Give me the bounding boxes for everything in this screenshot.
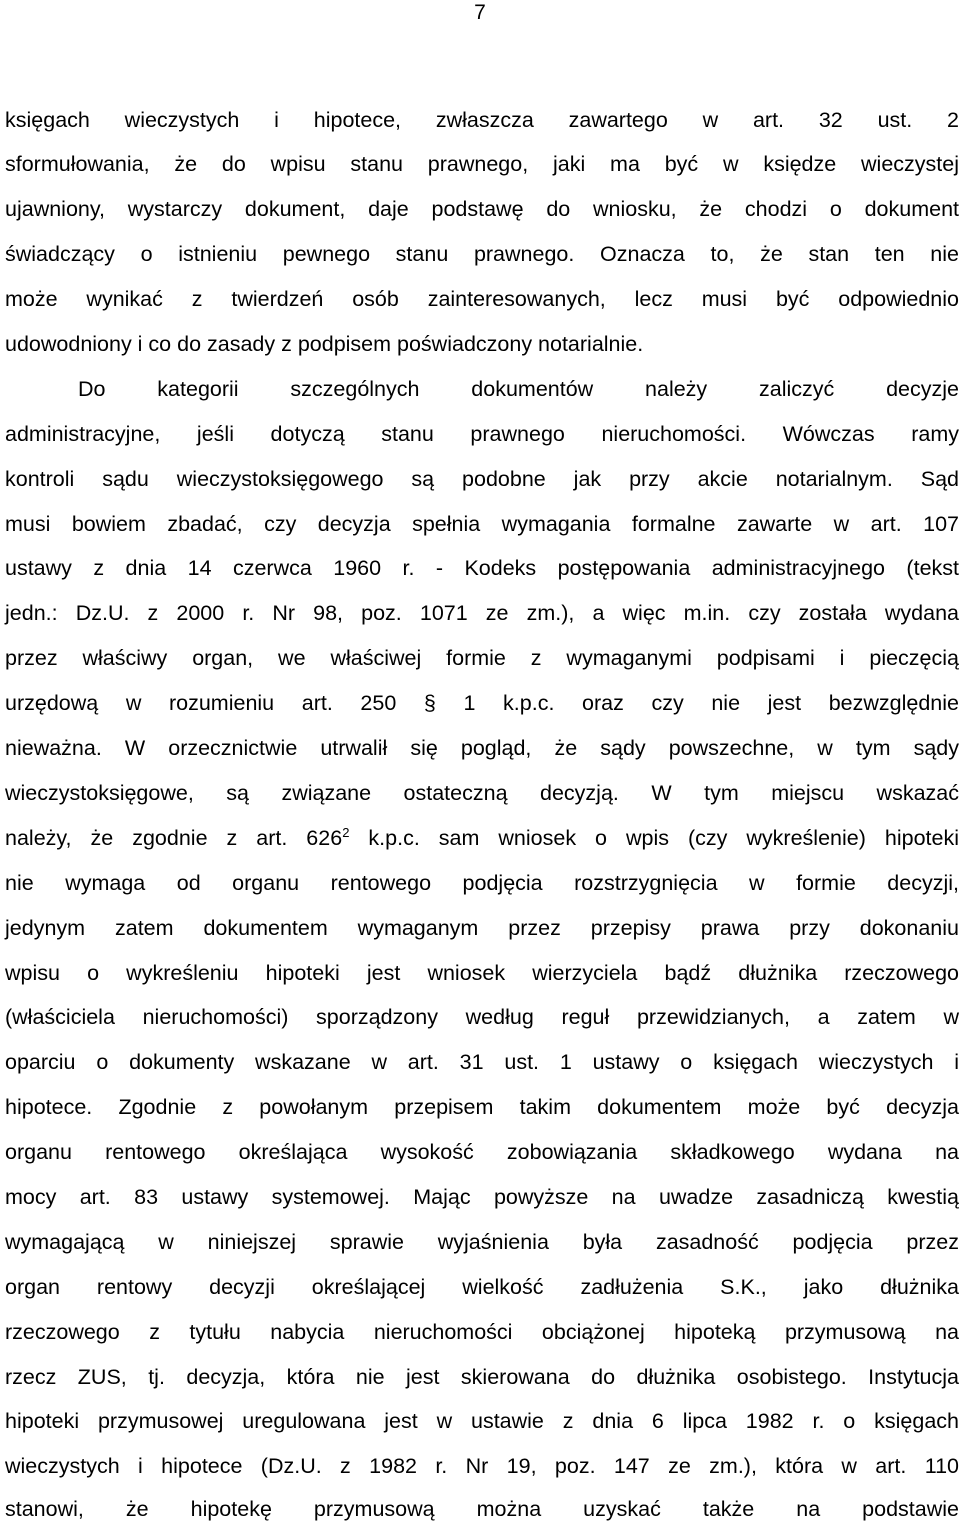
text-line: hipotece. Zgodnie z powołanym przepisem takim dokumentem może być decyzja (5, 1095, 959, 1119)
text-line: wieczystych i hipotece (Dz.U. z 1982 r. Nr 19, poz. 147 ze zm.), która w art. 110 (5, 1454, 959, 1478)
text-line: przez właściwy organ, we właściwej formie z wymaganymi podpisami i pieczęcią (5, 646, 959, 670)
text-line: udowodniony i co do zasady z podpisem poświadczony notarialnie. (5, 332, 644, 356)
text-line: hipoteki przymusowej uregulowana jest w ustawie z dnia 6 lipca 1982 r. o księgach (5, 1409, 959, 1433)
page-number: 7 (474, 1, 486, 24)
superscript: 2 (342, 824, 350, 840)
text-line: rzecz ZUS, tj. decyzja, która nie jest skierowana do dłużnika osobistego. Instytucja (5, 1365, 959, 1389)
text-line: jedynym zatem dokumentem wymaganym przez przepisy prawa przy dokonaniu (5, 916, 959, 940)
text-line: oparciu o dokumenty wskazane w art. 31 ust. 1 ustawy o księgach wieczystych i (5, 1050, 959, 1074)
text-line: może wynikać z twierdzeń osób zainteresowanych, lecz musi być odpowiednio (5, 287, 959, 311)
text-line (5, 825, 959, 851)
text-line: mocy art. 83 ustawy systemowej. Mając powyższe na uwadze zasadniczą kwestią (5, 1185, 959, 1209)
text-line: świadczący o istnieniu pewnego stanu prawnego. Oznacza to, że stan ten nie (5, 242, 959, 266)
text-line: urzędową w rozumieniu art. 250 § 1 k.p.c. oraz czy nie jest bezwzględnie (5, 691, 959, 715)
text-line: rzeczowego z tytułu nabycia nieruchomości obciążonej hipoteką przymusową na (5, 1320, 959, 1344)
text-line: organu rentowego określająca wysokość zobowiązania składkowego wydana na (5, 1140, 959, 1164)
text-line: księgach wieczystych i hipotece, zwłaszcza zawartego w art. 32 ust. 2 (5, 108, 959, 132)
text-line: jedn.: Dz.U. z 2000 r. Nr 98, poz. 1071 ze zm.), a więc m.in. czy została wydana (5, 601, 959, 625)
text-line: Do kategorii szczególnych dokumentów należy zaliczyć decyzje (78, 377, 959, 401)
text-line: kontroli sądu wieczystoksięgowego są podobne jak przy akcie notarialnym. Sąd (5, 467, 959, 491)
text-line: (właściciela nieruchomości) sporządzony według reguł przewidzianych, a zatem w (5, 1005, 959, 1029)
text-line: sformułowania, że do wpisu stanu prawnego, jaki ma być w księdze wieczystej (5, 152, 959, 176)
text-span: należy, że zgodnie z art. 626 (5, 826, 343, 850)
text-line: administracyjne, jeśli dotyczą stanu prawnego nieruchomości. Wówczas ramy (5, 422, 959, 446)
text-line: organ rentowy decyzji określającej wielkość zadłużenia S.K., jako dłużnika (5, 1275, 959, 1299)
text-line: wieczystoksięgowe, są związane ostateczną decyzją. W tym miejscu wskazać (5, 781, 959, 805)
text-line: nieważna. W orzecznictwie utrwalił się pogląd, że sądy powszechne, w tym sądy (5, 736, 959, 760)
text-line: ustawy z dnia 14 czerwca 1960 r. - Kodeks postępowania administracyjnego (tekst (5, 556, 959, 580)
text-line: stanowi, że hipotekę przymusową można uzyskać także na podstawie (5, 1497, 959, 1521)
text-line: nie wymaga od organu rentowego podjęcia rozstrzygnięcia w formie decyzji, (5, 871, 959, 895)
text-line: wymagającą w niniejszej sprawie wyjaśnienia była zasadność podjęcia przez (5, 1230, 959, 1254)
text-line: musi bowiem zbadać, czy decyzja spełnia wymagania formalne zawarte w art. 107 (5, 512, 959, 536)
text-line: ujawniony, wystarczy dokument, daje podstawę do wniosku, że chodzi o dokument (5, 197, 959, 221)
text-span: k.p.c. sam wniosek o wpis (czy wykreślenie) hipoteki (368, 826, 959, 850)
text-line: wpisu o wykreśleniu hipoteki jest wniosek wierzyciela bądź dłużnika rzeczowego (5, 961, 959, 985)
